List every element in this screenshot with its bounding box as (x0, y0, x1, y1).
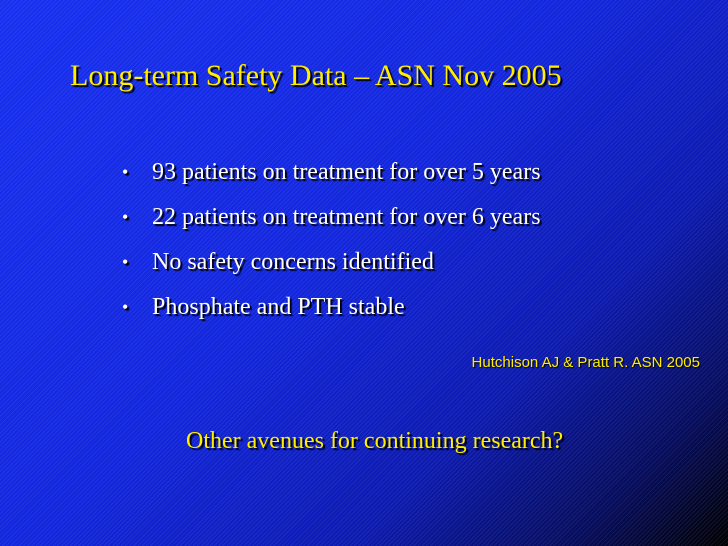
bullet-icon: • (122, 297, 129, 317)
bullet-icon: • (122, 207, 129, 227)
citation-text: Hutchison AJ & Pratt R. ASN 2005 (471, 354, 700, 371)
closing-question: Other avenues for continuing research? (186, 428, 564, 454)
bullet-icon: • (122, 252, 129, 272)
bullet-text: 93 patients on treatment for over 5 years (152, 159, 541, 185)
bullet-item (118, 199, 541, 244)
bullet-icon: • (122, 162, 129, 182)
bullet-list (118, 154, 541, 334)
bullet-text: 22 patients on treatment for over 6 years (152, 204, 541, 230)
slide-title: Long-term Safety Data – ASN Nov 2005 (70, 59, 562, 92)
bullet-item (118, 244, 541, 289)
bullet-item (118, 289, 541, 334)
bullet-text: No safety concerns identified (152, 249, 434, 275)
bullet-item (118, 154, 541, 199)
bullet-text: Phosphate and PTH stable (152, 294, 405, 320)
